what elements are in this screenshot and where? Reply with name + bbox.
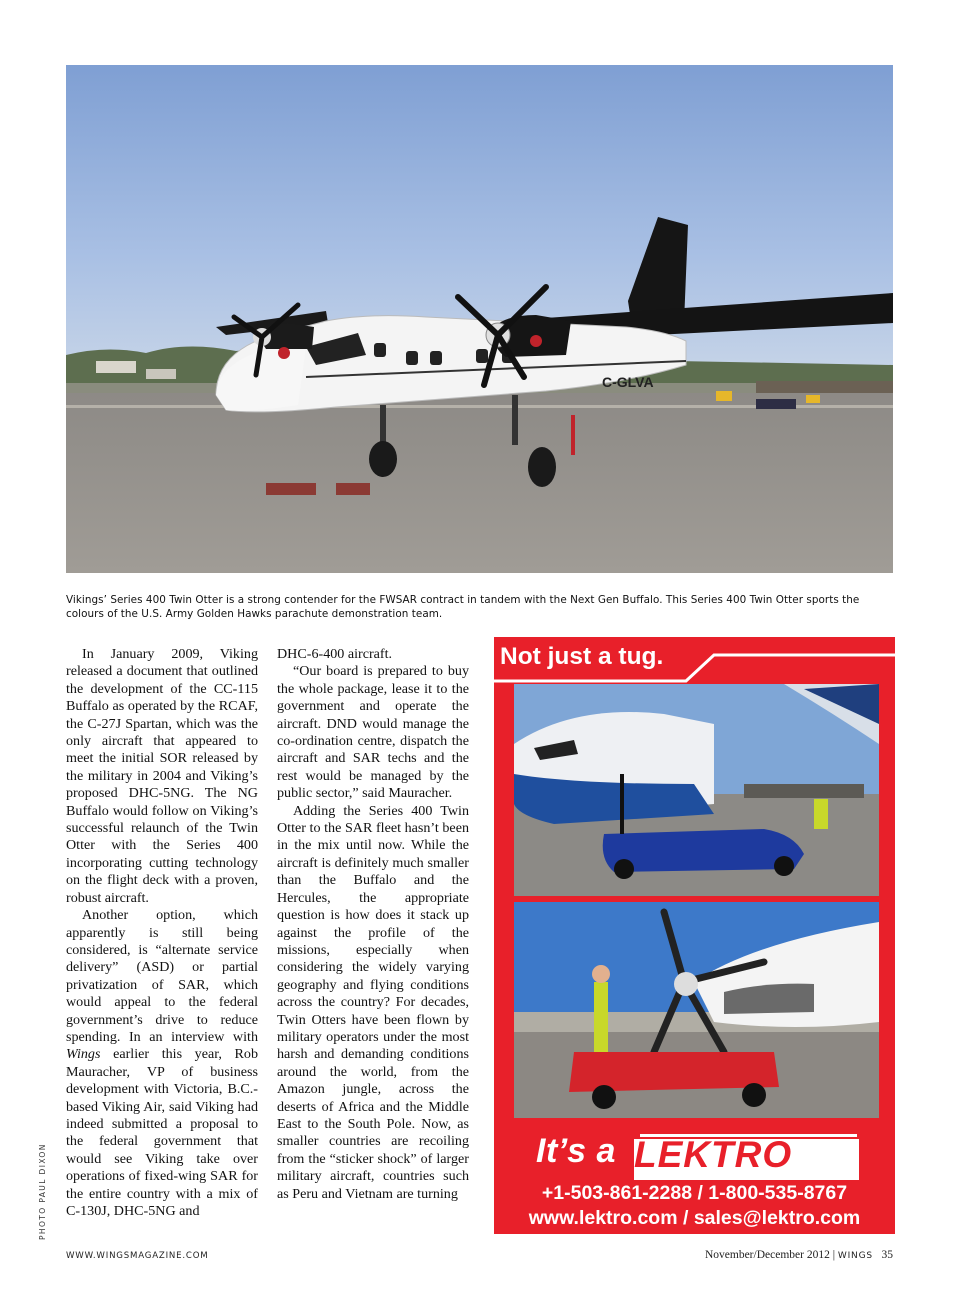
ad-photo-tug-airliner: [514, 684, 879, 896]
article-column-1: [66, 646, 258, 1220]
registration-mark: C-GLVA: [602, 374, 654, 390]
article-paragraph: DHC-6-400 aircraft.: [277, 646, 393, 662]
ad-photo-tug-turboprop: [514, 902, 879, 1118]
footer-magazine-name: WINGS: [837, 1251, 873, 1261]
page-number: 35: [881, 1249, 893, 1261]
ad-its-a: It’s a: [536, 1132, 616, 1170]
footer-issue-date: November/December 2012: [704, 1249, 830, 1261]
article-paragraph: Adding the Series 400 Twin Otter to the SAR fleet hasn’t been in the mix until now. While the aircraft is definitely much smaller than the Buffalo and the Hercules, the appropriate question is how does it stack up against the profile of the missions, especially when considering the widely varying geography and flying conditions across the country? For decades, Twin Otters have been flown by military operators under the most harsh and demanding conditions around the world, from the Amazon jungle, across the deserts of Africa and the Middle East to the South Pole. Now, as smaller countries are recoiling from the “sticker shock” of larger military aircraft, countries such as Peru and Vietnam are turning: [277, 802, 469, 1202]
photo-caption: Vikings’ Series 400 Twin Otter is a strong contender for the FWSAR contract in tandem with the Next Gen Buffalo. This Series 400 Twin Otter sports the colours of the U.S. Army Golden Hawks parachute demonstration team.: [66, 594, 860, 620]
ad-headline: Not just a tug.: [500, 643, 664, 670]
lektro-logo: LEKTRO: [634, 1134, 793, 1175]
footer-url: WWW.WINGSMAGAZINE.COM: [66, 1251, 209, 1261]
article-paragraph: In January 2009, Viking released a document that outlined the development of the CC-115 Buffalo as operated by the RCAF, the C-27J Spartan, which was the only aircraft that appeared to meet the initial SOR released by the military in 2004 and Viking’s proposed DHC-5NG. The NG Buffalo would follow on Viking’s successful relaunch of the Twin Otter with the Series 400 incorporating cutting technology on the flight deck with a proven, robust aircraft.: [66, 646, 258, 906]
article-paragraph: Another option, which apparently is still being considered, is “alternate service delivery” (ASD) or partial privatization of SAR, which would appeal to the federal government’s drive to reduce spending. In an interview with Wings earlier this year, Rob Mauracher, VP of business development with Victoria, B.C.-based Viking Air, said Viking had indeed submitted a proposal to the federal government that would see Viking take over operations of fixed-wing SAR for the entire country with a mix of C-130J, DHC-5NG and: [66, 907, 258, 1219]
magazine-name-italic: Wings: [66, 1046, 101, 1063]
footer-folio: November/December 2012 | WINGS 35: [704, 1249, 893, 1261]
article-paragraph: “Our board is prepared to buy the whole package, lease it to the government and operate the aircraft. DND would manage the co-ordination centre, dispatch the aircraft and SAR techs and the rest would be managed by the public sector,” said Mauracher.: [277, 663, 469, 802]
ad-phone-numbers: +1-503-861-2288 / 1-800-535-8767: [541, 1182, 848, 1204]
article-column-2: [277, 646, 469, 1203]
ad-web-email: www.lektro.com / sales@lektro.com: [528, 1207, 861, 1229]
main-photo-twin-otter: [66, 65, 893, 573]
photo-credit: PHOTO PAUL DIXON: [38, 1143, 47, 1240]
